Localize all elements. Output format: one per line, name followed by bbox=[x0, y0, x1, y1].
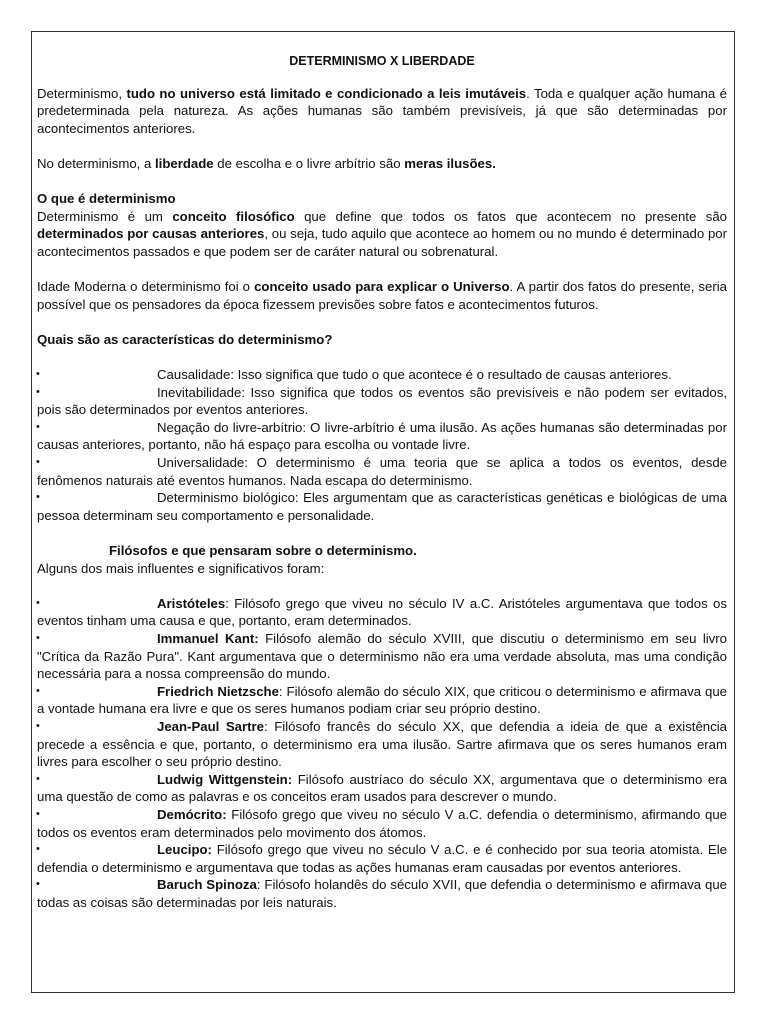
text-run: Idade Moderna o determinismo foi o bbox=[37, 279, 255, 295]
list-item bbox=[37, 841, 727, 876]
bullet-icon: • bbox=[36, 632, 40, 644]
list-item bbox=[37, 771, 727, 806]
bullet-icon: • bbox=[36, 456, 40, 469]
bold-text: tudo no universo está limitado e condicionado a leis imutáveis bbox=[126, 85, 527, 101]
list-item-text: : Filósofo holandês do século XVII, que defendia o determinismo e afirmava que todas as coisas são determinadas por leis naturais. bbox=[37, 877, 727, 910]
list-item bbox=[37, 718, 727, 771]
philosopher-name: Immanuel Kant: bbox=[157, 631, 259, 646]
list-item bbox=[37, 419, 727, 454]
bullet-icon: • bbox=[36, 684, 40, 697]
bullet-icon: • bbox=[36, 772, 40, 785]
section-heading-what-is: O que é determinismo bbox=[37, 191, 176, 207]
document-body bbox=[37, 53, 727, 912]
list-item-text: Inevitabilidade: Isso significa que todos os eventos são previsíveis e não podem ser evitados, pois são determinados por eventos anteriores. bbox=[37, 384, 727, 418]
list-item-text: Universalidade: O determinismo é uma teoria que se aplica a todos os eventos, desde fenômenos naturais até eventos humanos. Nada escapa do determinismo. bbox=[37, 455, 727, 488]
list-item-text: Negação do livre-arbítrio: O livre-arbítrio é uma ilusão. As ações humanas são determinadas por causas anteriores, portanto, não há espaço para escolha ou vontade livre. bbox=[37, 419, 727, 453]
philosophers-lead: Alguns dos mais influentes e significativos foram: bbox=[37, 560, 325, 576]
philosopher-name: Aristóteles bbox=[157, 595, 226, 611]
list-item bbox=[37, 366, 727, 384]
bullet-icon: • bbox=[36, 596, 40, 609]
intro-paragraph-2 bbox=[37, 155, 727, 173]
list-item-text: : Filósofo alemão do século XIX, que criticou o determinismo e afirmava que a vontade humana era livre e que os seres humanos podiam criar seu próprio destino. bbox=[37, 683, 727, 717]
section-heading-philosophers: Filósofos e que pensaram sobre o determinismo. bbox=[109, 543, 417, 559]
list-item-text: Filósofo alemão do século XVIII, que discutiu o determinismo em seu livro "Crítica da Razão Pura". Kant argumentava que o determinismo não era uma verdade absoluta, mas uma condição necessária para a nossa compreensão do mundo. bbox=[37, 631, 727, 682]
section1-paragraph-2 bbox=[37, 278, 727, 313]
bullet-icon: • bbox=[36, 878, 40, 891]
list-item-text: Filósofo grego que viveu no século V a.C. defendia o determinismo, afirmando que todos os eventos eram determinados pelo movimento dos átomos. bbox=[37, 806, 727, 840]
list-item-text: : Filósofo francês do século XX, que defendia a ideia de que a existência precede a essência e que, portanto, o determinismo era uma ilusão. Sartre afirmava que os seres humanos eram livres para escolher o seu próprio destino. bbox=[37, 718, 727, 770]
document-title: DETERMINISMO X LIBERDADE bbox=[289, 54, 475, 68]
list-item bbox=[37, 595, 727, 630]
section1-paragraph-1 bbox=[37, 208, 727, 261]
list-item-text: Filósofo austríaco do século XX, argumentava que o determinismo era uma questão de como as palavras e os conceitos eram usados para descrever o mundo. bbox=[37, 771, 727, 805]
philosopher-name: Friedrich Nietzsche bbox=[157, 683, 279, 699]
text-run: . Toda e qualquer ação humana é predeterminada pela natureza. As ações humanas são também previsíveis, já que são determinadas por acontecimentos anteriores. bbox=[37, 85, 727, 136]
text-run: de escolha e o livre arbítrio são bbox=[213, 155, 405, 171]
philosopher-name: Ludwig Wittgenstein: bbox=[157, 771, 293, 787]
bold-text: conceito usado para explicar o Universo bbox=[254, 279, 510, 295]
bullet-icon: • bbox=[36, 843, 40, 856]
text-run: No determinismo, a bbox=[37, 155, 155, 171]
text-run: . A partir dos fatos do presente, seria possível que os pensadores da época fizessem previsões sobre fatos e acontecimentos futuros. bbox=[37, 279, 727, 312]
list-item-text: : Filósofo grego que viveu no século IV a.C. Aristóteles argumentava que todos os eventos tinham uma causa e que, portanto, eram determinados. bbox=[37, 595, 727, 629]
bold-text: conceito filosófico bbox=[172, 208, 295, 224]
bold-text: meras ilusões. bbox=[404, 155, 496, 171]
document-page bbox=[31, 31, 735, 993]
bullet-icon: • bbox=[36, 420, 40, 433]
list-item bbox=[37, 876, 727, 911]
list-item bbox=[37, 630, 727, 683]
philosophers-list bbox=[37, 595, 727, 912]
bold-text: liberdade bbox=[155, 155, 214, 171]
bullet-icon: • bbox=[36, 385, 40, 398]
text-run: , ou seja, tudo aquilo que acontece ao homem ou no mundo é determinado por acontecimentos passados e que podem ser de caráter natural ou sobrenatural. bbox=[37, 226, 727, 259]
list-item-text: Determinismo biológico: Eles argumentam que as características genéticas e biológicas de uma pessoa determinam seu comportamento e personalidade. bbox=[37, 490, 727, 523]
list-item-text: Filósofo grego que viveu no século V a.C. e é conhecido por sua teoria atomista. Ele defendia o determinismo e argumentava que todas as ações humanas eram causadas por eventos anteriores. bbox=[37, 842, 727, 875]
characteristics-list bbox=[37, 366, 727, 524]
philosopher-name: Jean-Paul Sartre bbox=[157, 718, 264, 734]
text-run: Determinismo, bbox=[37, 85, 127, 101]
bullet-icon: • bbox=[36, 491, 40, 504]
bullet-icon: • bbox=[36, 719, 40, 732]
text-run: Determinismo é um bbox=[37, 208, 173, 224]
list-item bbox=[37, 454, 727, 489]
bold-text: determinados por causas anteriores bbox=[37, 226, 265, 242]
list-item bbox=[37, 806, 727, 841]
list-item bbox=[37, 683, 727, 718]
bullet-icon: • bbox=[36, 807, 40, 820]
list-item-text: Causalidade: Isso significa que tudo o que acontece é o resultado de causas anteriores. bbox=[157, 367, 672, 383]
philosopher-name: Baruch Spinoza bbox=[157, 877, 257, 893]
list-item bbox=[37, 384, 727, 419]
bullet-icon: • bbox=[36, 368, 40, 381]
text-run: que define que todos os fatos que acontecem no presente são bbox=[294, 208, 727, 224]
philosopher-name: Leucipo: bbox=[157, 842, 212, 858]
intro-paragraph-1 bbox=[37, 85, 727, 138]
list-item bbox=[37, 489, 727, 524]
philosopher-name: Demócrito: bbox=[157, 806, 227, 822]
section-heading-characteristics: Quais são as características do determinismo? bbox=[37, 331, 333, 347]
